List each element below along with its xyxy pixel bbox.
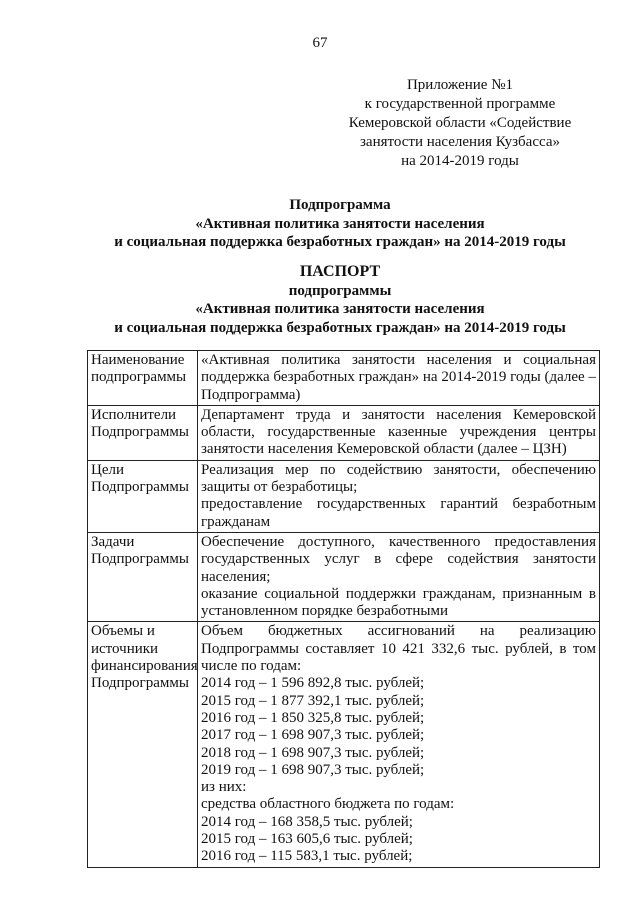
label-line: Задачи [91,533,135,550]
label-line: подпрограммы [91,369,187,386]
passport-title-line: подпрограммы [288,282,392,299]
table-row [88,622,600,867]
funding-line: 2016 год – 1 850 325,8 тыс. рублей; [201,709,425,726]
row-label [88,351,198,406]
label-line: финансирования [91,658,198,675]
passport-title-line: и социальная поддержка безработных граждан» на 2014-2019 годы [114,319,566,336]
row-value [198,351,600,406]
value-paragraph: Объем бюджетных ассигнований на реализацию Подпрограммы составляет 10 421 332,6 тыс. рублей, в том числе по годам: [201,623,596,675]
funding-line: 2017 год – 1 698 907,3 тыс. рублей; [201,727,425,744]
table-row [88,532,600,621]
appendix-line: Кемеровской области «Содействие [348,115,572,131]
row-label [88,532,198,621]
value-paragraph: «Активная политика занятости населения и социальная поддержка безработных граждан» на 2014-2019 годы (далее – Подпрограмма) [201,352,596,403]
value-paragraph: Реализация мер по содействию занятости, обеспечению защиты от безработицы; [201,461,596,496]
funding-line: 2015 год – 1 877 392,1 тыс. рублей; [201,692,425,709]
label-line: Исполнители [91,406,177,423]
funding-line: 2014 год – 1 596 892,8 тыс. рублей; [201,675,425,692]
appendix-line: на 2014-2019 годы [401,153,519,169]
label-line: источники [91,640,159,657]
value-paragraph: предоставление государственных гарантий безработным гражданам [201,496,596,530]
subprogram-title [80,196,600,252]
row-value [198,405,600,460]
value-paragraph: Департамент труда и занятости населения Кемеровской области, государственные казенные учреждения центры занятости населения Кемеровской области (далее – ЦЗН) [201,406,596,458]
passport-title-line: «Активная политика занятости населения [195,301,485,317]
appendix-line: занятости населения Кузбасса» [359,134,560,150]
table-row [88,405,600,460]
row-value [198,460,600,532]
appendix-line: к государственной программе [364,96,556,112]
label-line: Наименование [91,352,185,368]
funding-line: 2019 год – 1 698 907,3 тыс. рублей; [201,761,425,778]
value-paragraph: Обеспечение доступного, качественного предоставления государственных услуг в сфере содействия занятости населения; [201,533,596,585]
row-label [88,405,198,460]
label-line: Подпрограммы [91,424,189,441]
subprogram-title-line: Подпрограмма [289,197,391,213]
funding-line: 2015 год – 163 605,6 тыс. рублей; [201,831,413,848]
label-line: Подпрограммы [91,479,189,496]
label-line: Подпрограммы [91,551,189,568]
table-row [88,351,600,406]
funding-line: 2016 год – 115 583,1 тыс. рублей; [201,848,413,865]
label-line: Объемы и [91,623,155,640]
passport-heading: ПАСПОРТ [299,263,381,280]
subprogram-title-line: «Активная политика занятости населения [195,215,485,232]
row-value [198,532,600,621]
funding-line: средства областного бюджета по годам: [201,796,455,813]
page-number: 67 [312,35,328,51]
row-label [88,460,198,532]
appendix-note [340,76,580,171]
funding-line: 2014 год – 168 358,5 тыс. рублей; [201,813,413,830]
label-line: Цели [91,461,125,478]
passport-table [87,350,600,868]
label-line: Подпрограммы [91,675,189,692]
appendix-line: Приложение №1 [406,77,514,93]
value-paragraph: оказание социальной поддержки гражданам, признанным в установленном порядке безработными [201,585,596,620]
funding-line: из них: [201,779,247,796]
funding-line: 2018 год – 1 698 907,3 тыс. рублей; [201,744,425,761]
subprogram-title-line: и социальная поддержка безработных граждан» на 2014-2019 годы [114,234,566,250]
table-row [88,460,600,532]
row-value [198,622,600,867]
row-label [88,622,198,867]
passport-title [80,263,600,337]
